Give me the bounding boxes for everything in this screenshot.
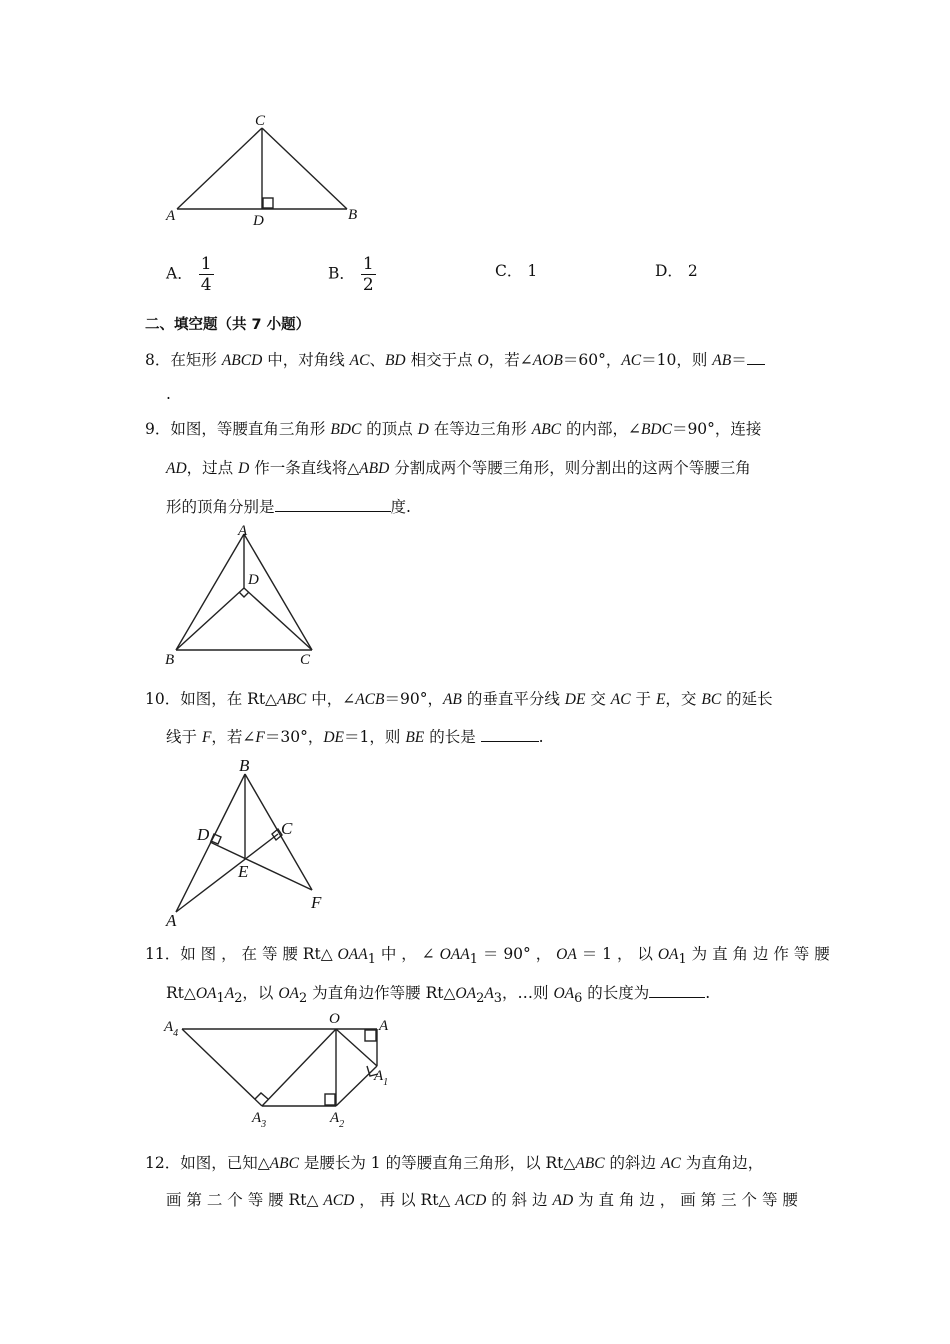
q11-figure [160, 1008, 400, 1130]
q10-label-d: D [197, 825, 210, 844]
q10-label-b: B [239, 756, 250, 775]
q12-line-1: 12．如图，已知△ABC 是腰长为 1 的等腰直角三角形，以 Rt△ABC 的斜边 AC 为直角边， [145, 1154, 764, 1172]
q9-figure [160, 522, 330, 670]
q7-figure [160, 108, 380, 234]
q8-answer-blank[interactable] [747, 348, 765, 365]
q10-label-f: F [311, 893, 322, 912]
q11-label-a3: $A_3$ [252, 1110, 267, 1130]
q10-line-2: 线于 F，若∠F＝30°，DE＝1，则 BE 的长是 . [166, 725, 544, 749]
section-title: 二、填空题（共 7 小题） [145, 317, 311, 333]
q10-label-e: E [238, 862, 249, 881]
q9-line-3: 形的顶角分别是 度. [166, 495, 411, 518]
q8-line-2: . [166, 385, 171, 403]
q10-label-c: C [281, 819, 293, 838]
q11-label-a1: $A_1$ [374, 1068, 389, 1088]
q9-answer-blank[interactable] [275, 495, 391, 512]
q8-line-1: 8．在矩形 ABCD 中，对角线 AC、BD 相交于点 O，若∠AOB＝60°，AC＝10，则 AB＝ [145, 348, 765, 372]
q10-answer-blank[interactable] [481, 725, 539, 742]
q11-line-1: 11．如 图 ， 在 等 腰 Rt△ $OAA_1$ 中 ， ∠ $OAA_1 = 90^\circ$ ， OA ＝ 1 ， 以 $OA_1$ 为 直 角 边 作 等 腰 [145, 945, 830, 968]
option-b-fraction: $\frac{1}{2}$ [362, 254, 374, 295]
q11-label-a4: $A_4$ [164, 1019, 179, 1039]
q9-label-a: A [238, 523, 248, 539]
q7-label-a: A [166, 208, 176, 224]
q11-line-2: $Rt\triangle OA_1A_2$，以 $OA_2$ 为直角边作等腰 $Rt\triangle OA_2A_3$，…则 $OA_6$ 的长度为 . [166, 981, 710, 1010]
q9-label-c: C [300, 652, 311, 668]
option-d[interactable]: D． 2 [655, 262, 698, 280]
q9-label-b: B [165, 652, 175, 668]
q7-label-d: D [253, 213, 264, 229]
q11-answer-blank[interactable] [649, 981, 705, 998]
option-c[interactable]: C． 1 [495, 262, 538, 280]
q12-line-2: 画 第 二 个 等 腰 Rt△ ACD ， 再 以 Rt△ ACD 的 斜 边 AD 为 直 角 边 ， 画 第 三 个 等 腰 [166, 1191, 798, 1209]
option-a-fraction: $\frac{1}{4}$ [200, 254, 212, 295]
q10-figure [160, 752, 340, 930]
q7-label-c: C [255, 113, 266, 129]
q10-label-a: A [166, 911, 177, 930]
option-b[interactable]: B． $\frac{1}{2}$ [328, 254, 374, 295]
q9-line-1: 9．如图，等腰直角三角形 BDC 的顶点 D 在等边三角形 ABC 的内部，∠BDC＝90°，连接 [145, 420, 762, 438]
q11-label-a2: $A_2$ [330, 1110, 345, 1130]
q11-label-a: A [379, 1018, 389, 1034]
q10-line-1: 10．如图，在 Rt△ABC 中，∠ACB＝90°，AB 的垂直平分线 DE 交 AC 于 E，交 BC 的延长 [145, 690, 773, 708]
q9-label-d: D [248, 572, 259, 588]
q9-line-2: AD，过点 D 作一条直线将△ABD 分割成两个等腰三角形，则分割出的这两个等腰三角 [166, 459, 751, 477]
q7-label-b: B [348, 207, 358, 223]
q11-label-o: O [329, 1011, 340, 1027]
option-a[interactable]: A． $\frac{1}{4}$ [166, 254, 212, 295]
